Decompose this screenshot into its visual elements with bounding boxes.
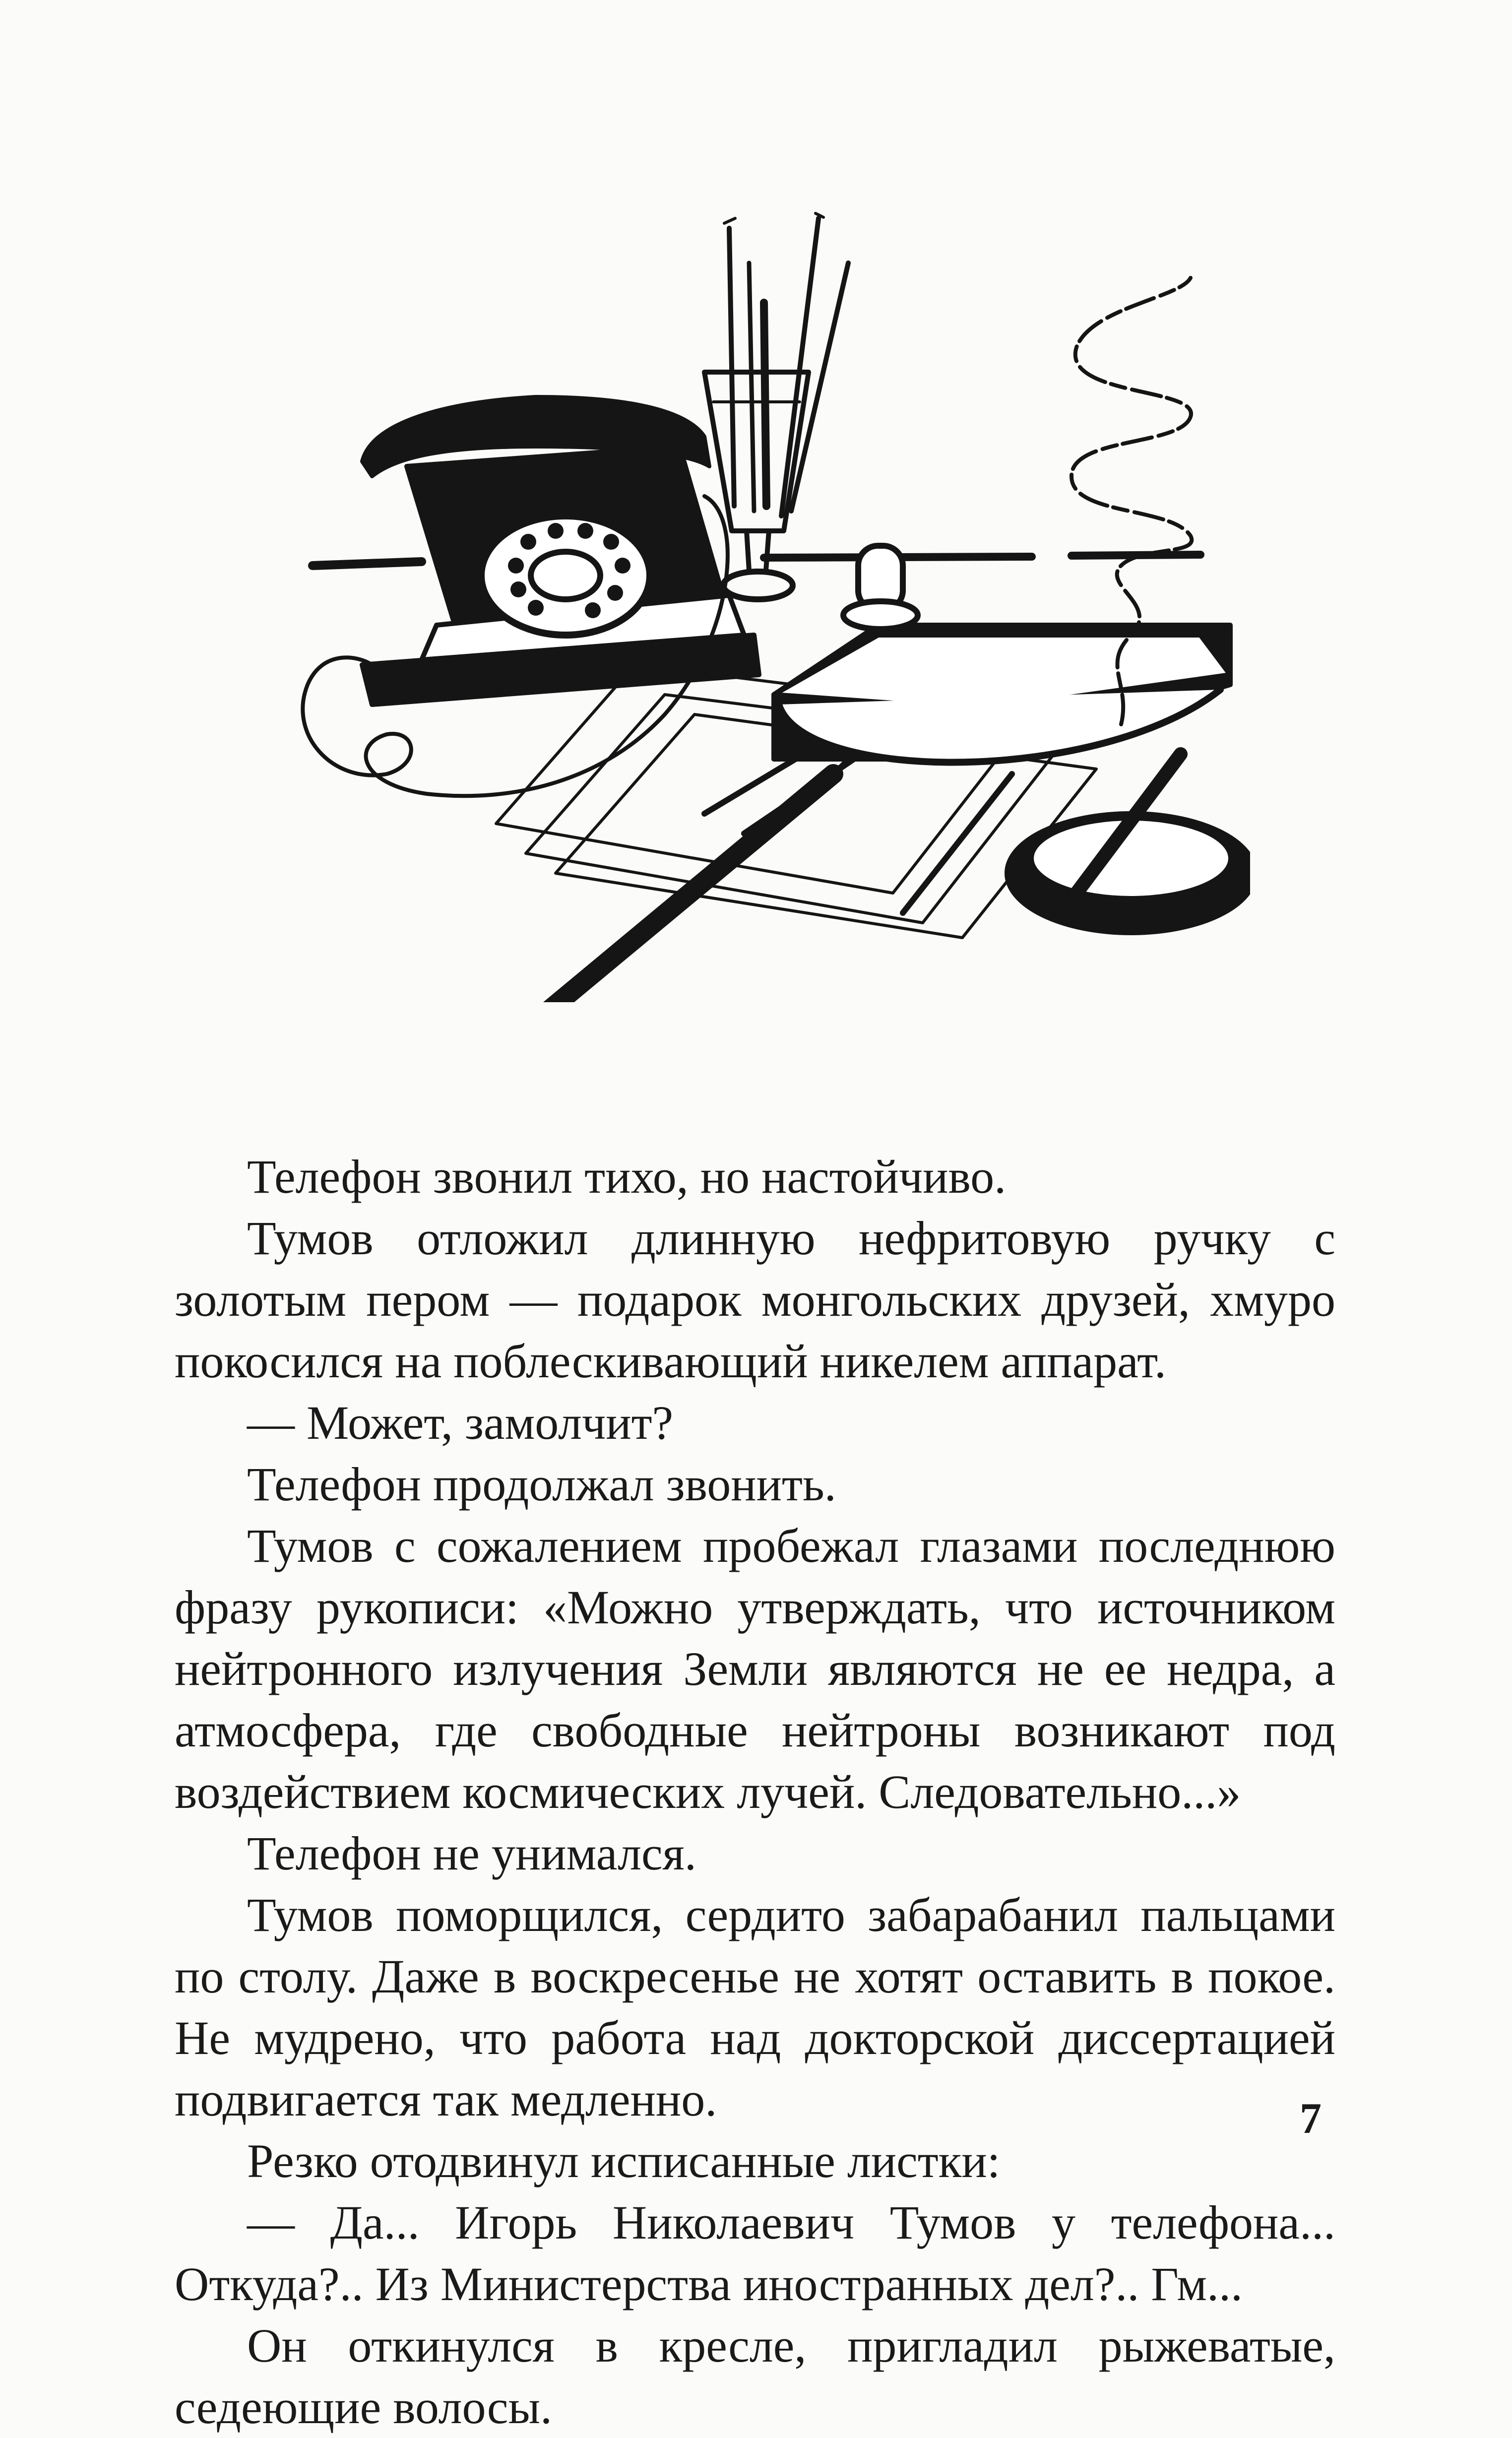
ashtray-icon xyxy=(1007,754,1250,933)
paragraph: — Может, замолчит? xyxy=(247,1396,674,1449)
paragraph: Телефон звонил тихо, но настойчиво. xyxy=(247,1150,1007,1203)
telephone-icon xyxy=(303,397,759,796)
pen-icon xyxy=(511,774,833,1002)
paragraph: Телефон не унимался. xyxy=(247,1827,696,1880)
desk-illustration xyxy=(258,189,1250,1002)
pencil-3 xyxy=(764,303,766,506)
paragraph: Он откинулся в кресле, пригладил рыжеватые, седеющие волосы. xyxy=(175,2319,1335,2434)
page-number: 7 xyxy=(1300,2095,1322,2143)
body-text xyxy=(175,1146,1335,2438)
pencil-2 xyxy=(749,263,754,511)
paragraph: — Да... Игорь Николаевич Тумов у телефона... Откуда?.. Из Министерства иностранных дел?.. Гм... xyxy=(175,2196,1335,2310)
pencil-1 xyxy=(729,228,734,506)
inkwell-icon xyxy=(774,546,1230,762)
paragraph: Тумов с сожалением пробежал глазами последнюю фразу рукописи: «Можно утверждать, что источником нейтронного излучения Земли являются не ее недра, а атмосфера, где свободные нейтроны возникают под воздействием космических лучей. Следовательно...» xyxy=(175,1519,1335,1818)
paragraph: Телефон продолжал звонить. xyxy=(247,1458,836,1511)
paragraph: Тумов поморщился, сердито забарабанил пальцами по столу. Даже в воскресенье не хотят оставить в покое. Не мудрено, что работа над докторской диссертацией подвигается так медленно. xyxy=(175,1888,1335,2126)
rotary-dial-icon xyxy=(481,516,650,635)
paragraph: Резко отодвинул исписанные листки: xyxy=(247,2134,1001,2187)
paragraph: Тумов отложил длинную нефритовую ручку с золотым пером — подарок монгольских друзей, хмуро покосился на поблескивающий никелем аппарат. xyxy=(175,1212,1335,1388)
desk-edge-left xyxy=(313,562,422,566)
